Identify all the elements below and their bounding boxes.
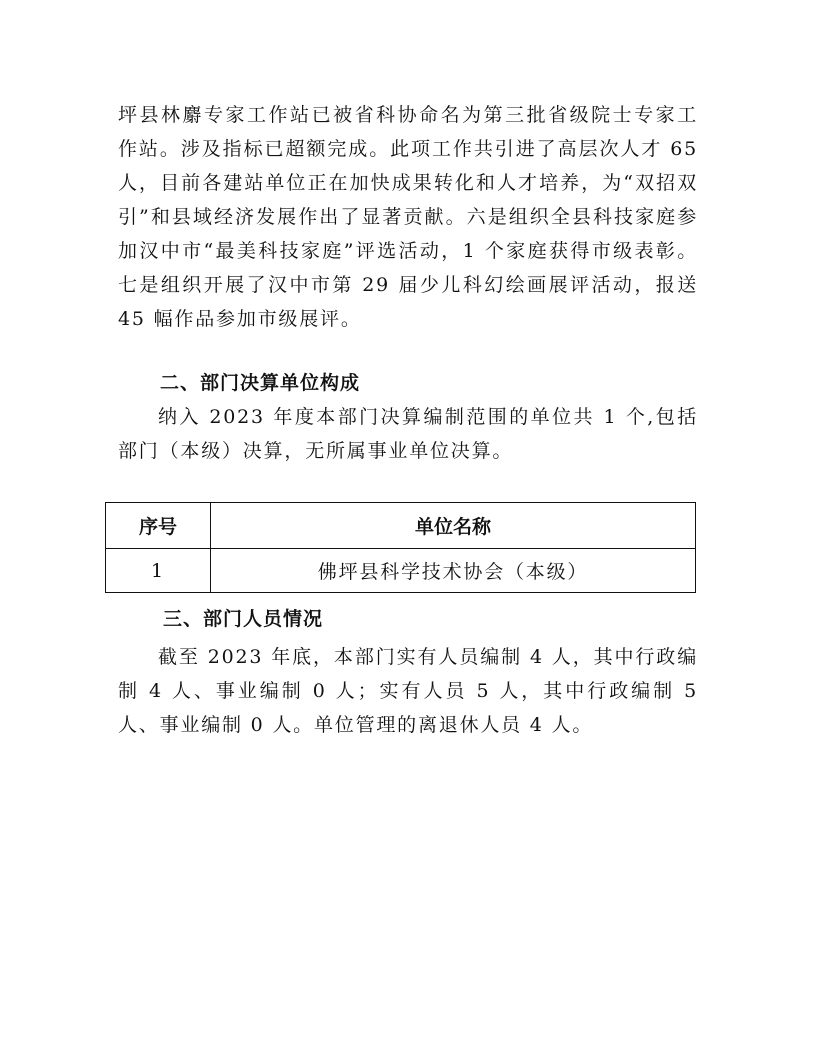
table-header-index: 序号	[106, 503, 211, 549]
heading-personnel: 三、部门人员情况	[163, 608, 324, 630]
unit-table	[105, 502, 696, 593]
table-cell-unit-name: 佛坪县科学技术协会（本级）	[211, 549, 696, 593]
heading-unit-composition: 二、部门决算单位构成	[160, 372, 361, 394]
table-header-row	[106, 503, 696, 549]
paragraph-unit-composition: 纳入 2023 年度本部门决算编制范围的单位共 1 个,包括部门（本级）决算，无所属事业单位决算。	[118, 406, 698, 462]
table-header-unit-name: 单位名称	[211, 503, 696, 549]
table-cell-index: 1	[106, 549, 211, 593]
table-row	[106, 549, 696, 593]
paragraph-achievements: 坪县林麝专家工作站已被省科协命名为第三批省级院士专家工作站。涉及指标已超额完成。此项工作共引进了高层次人才 65 人，目前各建站单位正在加快成果转化和人才培养，为“双招双引”和县域经济发展作出了显著贡献。六是组织全县科技家庭参加汉中市“最美科技家庭”评选活动，1 个家庭获得市级表彰。七是组织开展了汉中市第 29 届少儿科幻绘画展评活动，报送 45 幅作品参加市级展评。	[118, 104, 698, 330]
paragraph-personnel: 截至 2023 年底，本部门实有人员编制 4 人，其中行政编制 4 人、事业编制 0 人；实有人员 5 人，其中行政编制 5 人、事业编制 0 人。单位管理的离退休人员 4 人。	[118, 646, 698, 736]
